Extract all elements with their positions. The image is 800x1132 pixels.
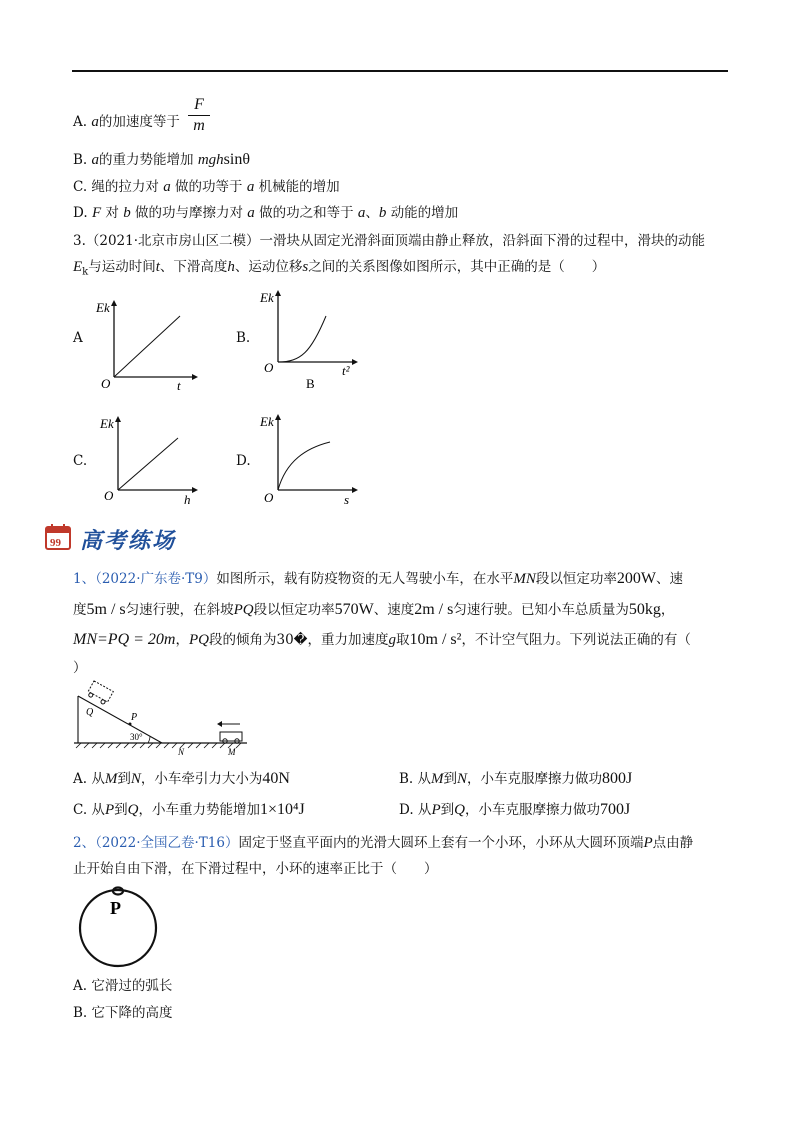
p1-opt-d-c: ，小车克服摩擦力做功 (464, 802, 600, 818)
graph-c-x-label: h (184, 492, 191, 506)
p1-opt-b-a: B. 从 (399, 771, 432, 787)
p1-opt-a-c: ，小车牵引力大小为 (140, 771, 263, 787)
label-n: N (178, 747, 185, 757)
p1-option-c (73, 798, 305, 819)
p1-opt-a-n: N (130, 771, 141, 787)
p1-opt-b-m: M (431, 771, 444, 787)
q3-text-b: 、下滑高度 (159, 259, 228, 275)
option-d-var: F (91, 205, 102, 221)
p1-l2c: 段以恒定功率 (253, 602, 335, 618)
p1-opt-c-value: 1×10⁴J (259, 801, 305, 818)
p1-opt-b-n: N (457, 771, 468, 787)
graph-d-origin: O (264, 490, 274, 505)
graph-c-curve (118, 438, 178, 490)
graph-b-caption: B (306, 376, 315, 391)
option-a-var: a (91, 114, 99, 130)
calendar-icon (44, 522, 74, 552)
fraction-numerator: F (194, 96, 204, 113)
graph-a-y-arrow (111, 300, 117, 306)
p1-l1b: 段以恒定功率 (535, 571, 617, 587)
graph-b-y-label: Ek (260, 290, 274, 305)
p1-l1-mn: MN (513, 571, 536, 587)
p2-option-a: A. 它滑过的弧长 (73, 978, 173, 994)
graph-a-x-label: t (177, 378, 181, 392)
p1-opt-b-c: ，小车克服摩擦力做功 (467, 771, 603, 787)
graph-b (256, 282, 366, 394)
p1-l3-length: MN=PQ = 20m (73, 631, 176, 648)
q3-text-a: 与运动时间 (88, 259, 156, 275)
top-rule (72, 70, 728, 72)
section-title: 高考练场 (80, 529, 177, 554)
graph-d-y-label: Ek (260, 414, 274, 429)
q3-t: t (155, 259, 160, 275)
p1-l3-gvalue: 10m / s² (409, 631, 462, 648)
fraction-bar (188, 115, 210, 116)
incline-figure (72, 680, 252, 758)
calendar-badge: 99 (50, 537, 61, 549)
graph-c-x-arrow (192, 487, 198, 493)
graph-c (96, 408, 206, 506)
p1-line-2 (73, 598, 674, 619)
p1-opt-d-q: Q (454, 802, 465, 818)
ground-hatching (74, 743, 247, 748)
graph-d-x-arrow (352, 487, 358, 493)
p1-line-4: ） (73, 660, 87, 676)
p2-line-1 (73, 831, 693, 852)
p1-source: （2022·广东卷·T9） (95, 571, 217, 587)
p1-l2d: 、速度 (373, 602, 415, 618)
option-c-var: a (163, 179, 171, 195)
graph-c-y-arrow (115, 416, 121, 422)
p1-l2b: 匀速行驶，在斜坡 (125, 602, 234, 618)
option-b-sin: sinθ (223, 151, 250, 168)
option-a-prefix: A. (73, 114, 88, 130)
option-d-t4: 、 (365, 205, 379, 221)
graph-d-curve (278, 442, 330, 490)
p1-opt-d-value: 700J (599, 801, 631, 818)
option-a (73, 110, 180, 131)
p1-l1c: 、速 (656, 571, 683, 587)
option-d-t3: 做的功之和等于 (259, 205, 354, 221)
option-d-var2: b (123, 205, 131, 221)
option-d-var4: a (357, 205, 366, 221)
p1-l3b: ， (175, 632, 189, 648)
p2-l1a: 固定于竖直平面内的光滑大圆环上套有一个小环，小环从大圆环顶端 (238, 835, 644, 851)
q3-text-c: 、运动位移 (234, 259, 303, 275)
p2-l1b: 点由静 (652, 835, 694, 851)
graph-c-label: C. (73, 453, 88, 469)
option-d-t2: 做的功与摩擦力对 (135, 205, 243, 221)
p1-opt-a-b: 到 (117, 771, 131, 787)
p1-l2a: 度 (73, 602, 87, 618)
cart-on-slope (86, 681, 113, 706)
q3-ek: E (73, 259, 83, 275)
incline-slope (78, 696, 162, 743)
p1-l3d: 取 (396, 632, 410, 648)
p1-opt-c-c: ，小车重力势能增加 (138, 802, 260, 818)
p1-option-a (73, 767, 290, 788)
p1-line-1 (73, 567, 683, 588)
angle-label: 30° (130, 732, 143, 742)
graph-b-y-arrow (275, 290, 281, 296)
option-d-prefix: D. (73, 205, 88, 221)
option-c-text: 做的功等于 (175, 179, 243, 195)
p1-opt-c-b: 到 (114, 802, 128, 818)
label-p: P (131, 712, 138, 723)
graph-d (256, 406, 366, 508)
p2-option-b: B. 它下降的高度 (73, 1005, 173, 1021)
option-d-var3: a (247, 205, 255, 221)
option-d-t1: 对 (105, 205, 119, 221)
option-b-var: a (91, 152, 100, 168)
label-p-ring: P (110, 898, 121, 918)
graph-b-label: B. (236, 330, 251, 346)
fraction-f-over-m (186, 96, 212, 135)
graph-c-origin: O (104, 488, 114, 503)
graph-d-x-label: s (344, 492, 350, 507)
angle-arc (148, 736, 150, 743)
graph-c-y-label: Ek (100, 416, 114, 431)
option-b (73, 148, 250, 169)
p2-l1-p: P (643, 835, 653, 851)
p1-opt-a-m: M (104, 771, 118, 787)
ring-figure (76, 880, 166, 970)
q3-text-d: 之间的关系图像如图所示，其中正确的是（ ） (308, 259, 606, 275)
p1-l2-mass: 50kg (628, 601, 661, 618)
p1-opt-a-value: 40N (262, 770, 290, 787)
p1-option-d (399, 798, 630, 819)
p1-opt-a-a: A. 从 (73, 771, 105, 787)
graph-d-y-arrow (275, 414, 281, 420)
option-c-var2: a (246, 179, 255, 195)
cart-on-ground (217, 721, 242, 743)
label-q: Q (86, 707, 94, 718)
graph-a (92, 292, 202, 392)
p2-source: （2022·全国乙卷·T16） (95, 835, 239, 851)
option-d (73, 201, 458, 222)
p1-opt-c-q: Q (127, 802, 139, 818)
p1-opt-d-a: D. 从 (399, 802, 432, 818)
option-c-text2: 机械能的增加 (258, 179, 340, 195)
fraction-denominator: m (193, 117, 205, 134)
point-p (129, 723, 132, 726)
p1-l3-g: g (388, 632, 397, 648)
option-d-var5: b (378, 205, 387, 221)
p1-l1a: 如图所示，载有防疫物资的无人驾驶小车，在水平 (216, 571, 514, 587)
p1-l2e: 匀速行驶。已知小车总质量为 (453, 602, 629, 618)
option-c (73, 175, 340, 196)
q3-line-1: 3.（2021·北京市房山区二模）一滑块从固定光滑斜面顶端由静止释放，沿斜面下滑的过程中，滑块的动能 (73, 233, 706, 249)
q3-s: s (302, 259, 309, 275)
q3-h: h (227, 259, 235, 275)
graph-b-origin: O (264, 360, 274, 375)
option-b-prefix: B. (73, 152, 88, 168)
graph-a-origin: O (101, 376, 111, 391)
p1-l3e: ，不计空气阻力。下列说法正确的有（ (461, 632, 691, 648)
q3-ek-sub: k (82, 266, 89, 278)
p1-number: 1、 (73, 571, 96, 587)
graph-a-y-label: Ek (96, 300, 110, 315)
p1-opt-c-a: C. 从 (73, 802, 105, 818)
p1-l3c: 段的倾角为30�，重力加速度 (208, 632, 389, 648)
graph-b-x-label: t² (342, 363, 350, 378)
p1-l2-speed2: 2m / s (414, 601, 454, 618)
p1-l2-speed: 5m / s (86, 601, 126, 618)
p1-line-3 (73, 628, 691, 649)
graph-a-x-arrow (192, 374, 198, 380)
p2-line-2: 止开始自由下滑，在下滑过程中，小环的速率正比于（ ） (73, 861, 438, 877)
graph-a-curve (114, 316, 180, 377)
option-b-text: 的重力势能增加 (99, 152, 194, 168)
p1-l2-pq: PQ (233, 602, 254, 618)
graph-a-label: A (73, 330, 83, 346)
graph-b-curve (278, 316, 326, 362)
p1-option-b (399, 767, 632, 788)
p1-opt-b-value: 800J (602, 770, 633, 787)
p1-opt-b-b: 到 (443, 771, 458, 787)
p1-opt-c-p: P (104, 802, 115, 818)
p1-l3-pq: PQ (188, 632, 209, 648)
p1-opt-d-b: 到 (440, 802, 455, 818)
p2-number: 2、 (73, 835, 96, 851)
option-d-t5: 动能的增加 (390, 205, 459, 221)
graph-b-x-arrow (352, 359, 358, 365)
option-b-expr: mgh (197, 152, 224, 168)
q3-line-2 (73, 255, 605, 278)
option-c-prefix: C. 绳的拉力对 (73, 179, 159, 195)
p1-opt-d-p: P (431, 802, 441, 818)
p1-l2-power: 570W (334, 601, 374, 618)
option-a-text: 的加速度等于 (98, 114, 180, 130)
label-m: M (228, 747, 236, 757)
graph-d-label: D. (236, 453, 251, 469)
p1-l1-power: 200W (616, 570, 656, 587)
p1-l2f: ， (660, 602, 675, 618)
